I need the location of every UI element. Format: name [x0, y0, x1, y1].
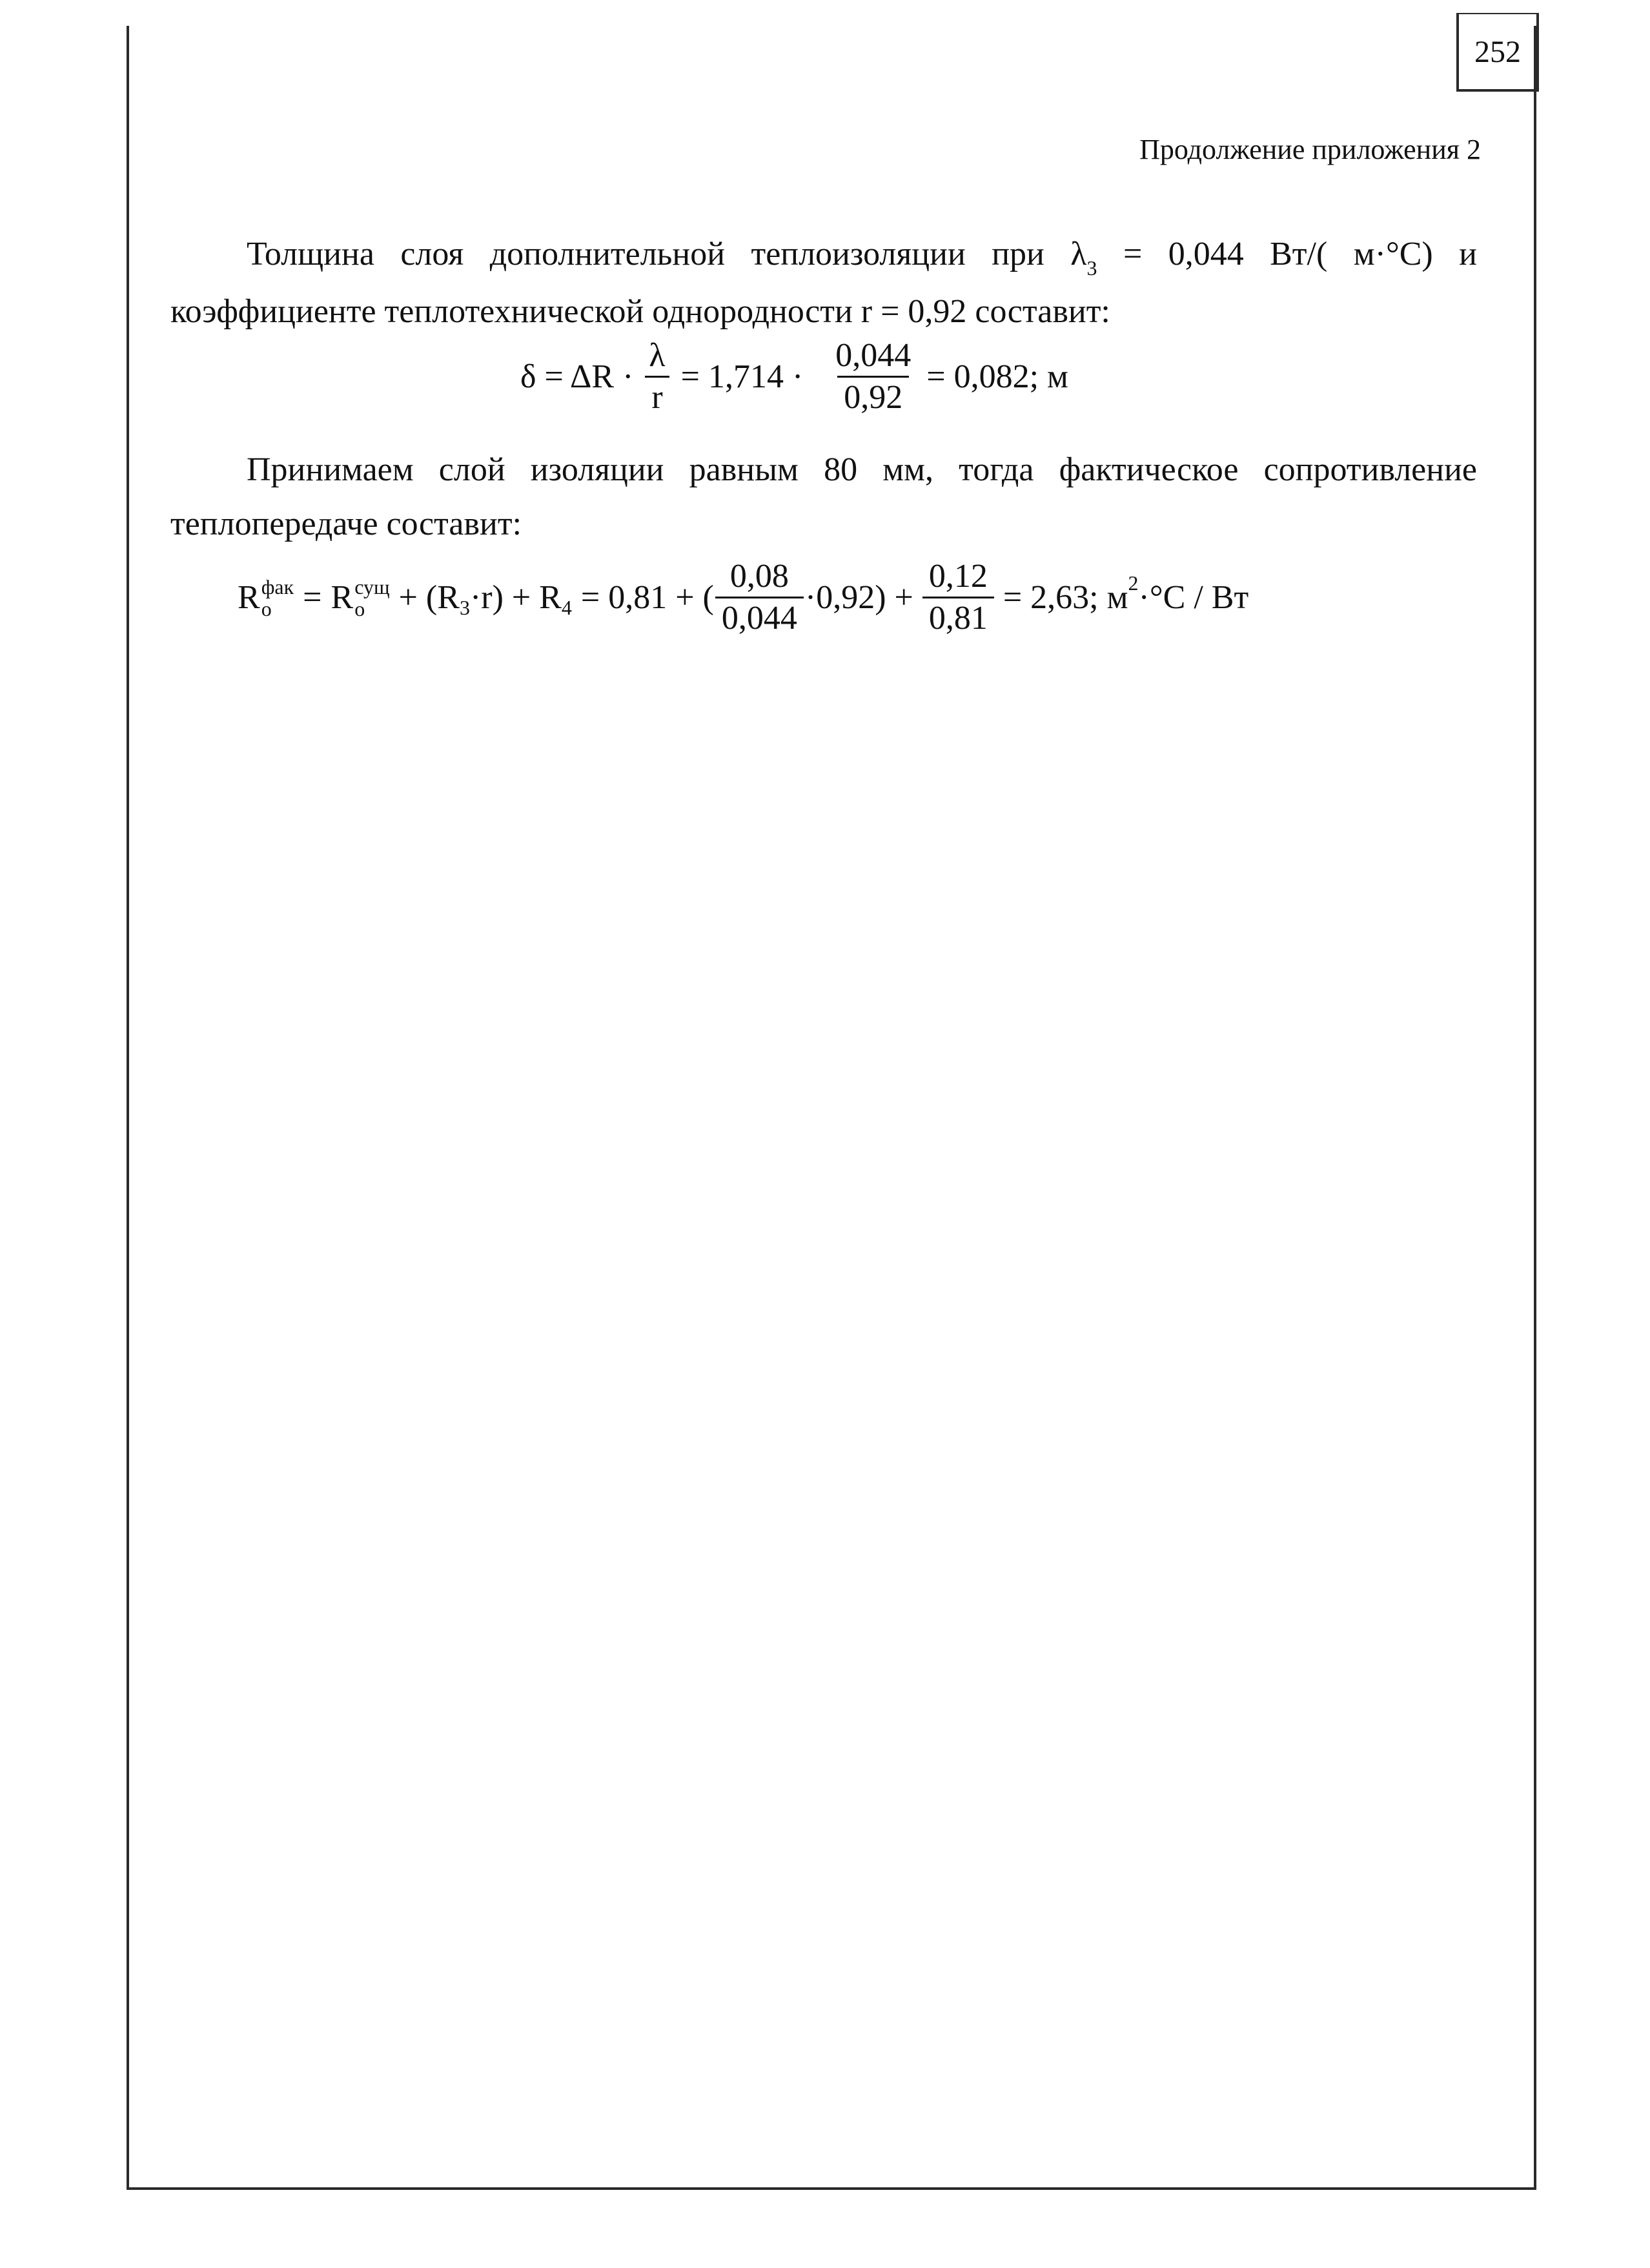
formula-resistance: R фак о = R сущ о + (R 3 ·r) + R 4 = 0,81 + ( $\frac{0,08}{0,044}$ ·0,92) + $\frac{0,12}{0,81}$ = 2,63; м 2 ·°С / Вт [238, 557, 1248, 639]
paragraph-line: коэффициенте теплотехнической однородности r = 0,92 составит: [170, 293, 1110, 330]
fraction: $\frac{\lambda}{r}$ [642, 336, 671, 418]
fraction: $\frac{0,044}{0,92}$ [829, 336, 917, 418]
formula-thickness: δ = ΔR · $\frac{\lambda}{r}$ = 1,714 · $\frac{0,044}{0,92}$ = 0,082; м [520, 336, 1068, 418]
page-number: 252 [1456, 13, 1539, 92]
paragraph-line: теплопередаче составит: [170, 506, 522, 542]
appendix-label: Продолжение приложения 2 [1139, 134, 1481, 165]
fraction: $\frac{0,08}{0,044}$ [715, 557, 804, 639]
fraction: $\frac{0,12}{0,81}$ [922, 557, 994, 639]
paragraph-insulation-thickness [170, 227, 1477, 339]
paragraph-line: Толщина слоя дополнительной теплоизоляции при $\lambda_3 = 0,044$ Вт/( м·°С) и [247, 236, 1478, 280]
sup-sub: фак о [261, 575, 294, 620]
paragraph-line: Принимаем слой изоляции равным 80 мм, тогда фактическое сопротивление [247, 451, 1477, 488]
sup-sub: сущ о [354, 575, 390, 620]
paragraph-actual-resistance [170, 443, 1477, 551]
